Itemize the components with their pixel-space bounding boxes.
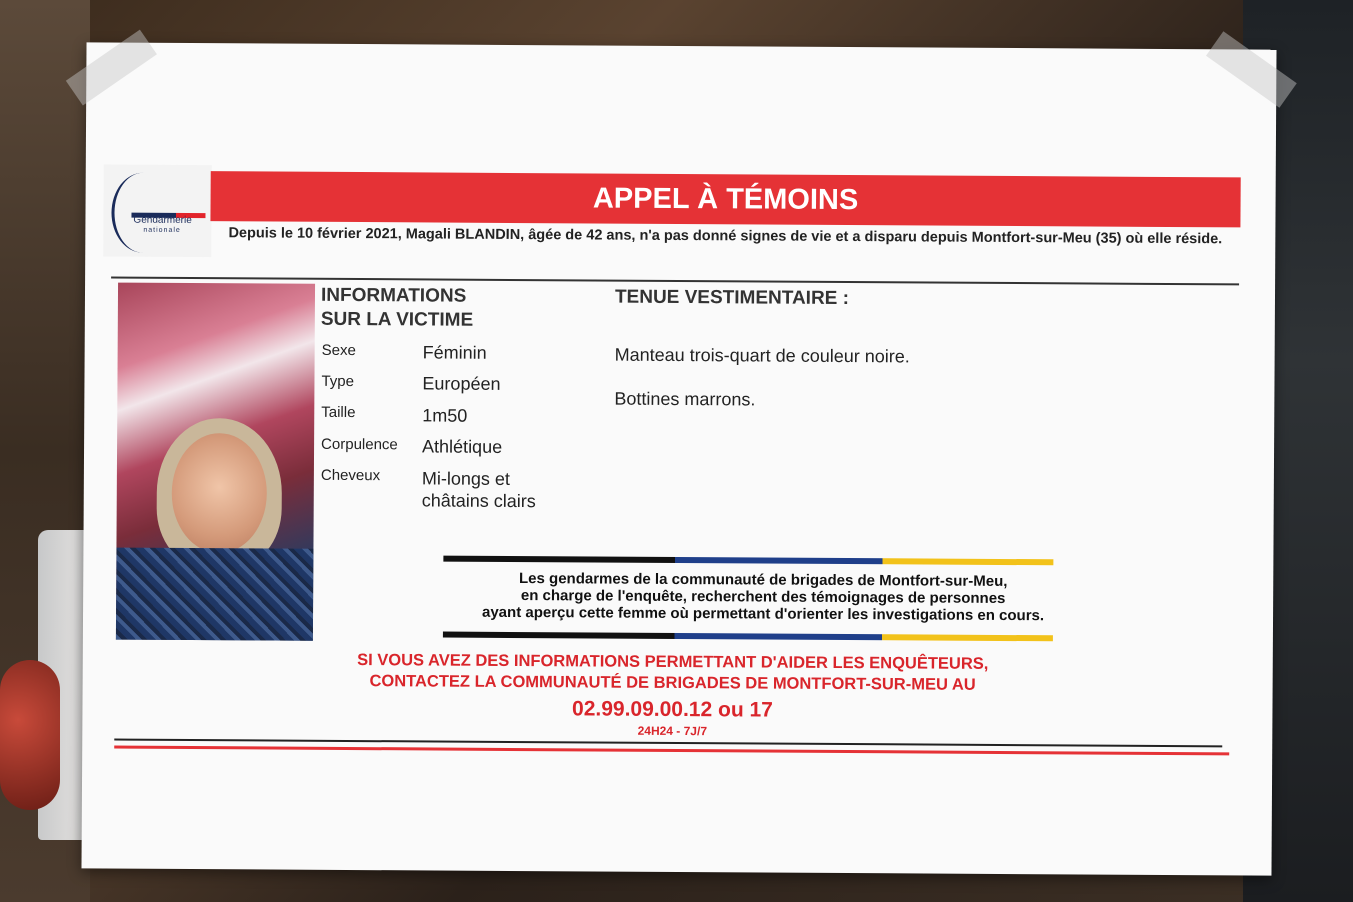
- brigade-text: Les gendarmes de la communauté de brigades de Montfort-sur-Meu, en charge de l'enquête, recherchent des témoignages de personnes ayant aperçu cette femme où permettant d'orienter les investigations en cours.: [481, 570, 1045, 625]
- field-value-sexe: Féminin: [422, 342, 487, 363]
- field-value-type: Européen: [422, 373, 501, 394]
- tricolor-rule: [443, 632, 1053, 642]
- field-value-taille: 1m50: [422, 405, 468, 426]
- field-label-type: Type: [321, 372, 355, 391]
- call-to-action: SI VOUS AVEZ DES INFORMATIONS PERMETTANT D'AIDER LES ENQUÊTEURS, CONTACTEZ LA COMMUNAUTÉ DE BRIGADES DE MONTFORT-SUR-MEU AU 02.99.09.00.12 ou 17 24H24 - 7J/7: [242, 649, 1103, 740]
- hours: 24H24 - 7J/7: [637, 723, 708, 739]
- logo-subtext: nationale: [143, 226, 181, 234]
- poster-title: APPEL À TÉMOINS: [592, 181, 859, 216]
- field-label-taille: Taille: [321, 403, 356, 422]
- poster-paper: [81, 42, 1276, 875]
- gendarmerie-logo: [103, 164, 212, 257]
- clothing-item: Bottines marrons.: [614, 388, 756, 410]
- field-label-cheveux: Cheveux: [320, 466, 381, 485]
- field-label-sexe: Sexe: [321, 341, 356, 360]
- field-label-corpulence: Corpulence: [321, 435, 398, 454]
- divider-red: [114, 746, 1229, 756]
- background-red-object: [0, 660, 60, 810]
- field-value-cheveux: Mi-longs et châtains clairs: [421, 468, 536, 512]
- logo-text: Gendarmerie: [133, 214, 192, 227]
- victim-photo: [116, 283, 315, 641]
- tricolor-rule: [443, 556, 1053, 566]
- info-title: INFORMATIONS SUR LA VICTIME: [320, 284, 474, 331]
- clothing-title: TENUE VESTIMENTAIRE :: [614, 286, 850, 310]
- title-banner: [210, 171, 1240, 227]
- intro-text: Depuis le 10 février 2021, Magali BLANDIN, âgée de 42 ans, n'a pas donné signes de vie et a disparu depuis Montfort-sur-Meu (35) où elle réside.: [228, 225, 1223, 248]
- clothing-item: Manteau trois-quart de couleur noire.: [614, 344, 910, 367]
- field-value-corpulence: Athlétique: [422, 436, 503, 457]
- phone-number: 02.99.09.00.12 ou 17: [571, 697, 773, 722]
